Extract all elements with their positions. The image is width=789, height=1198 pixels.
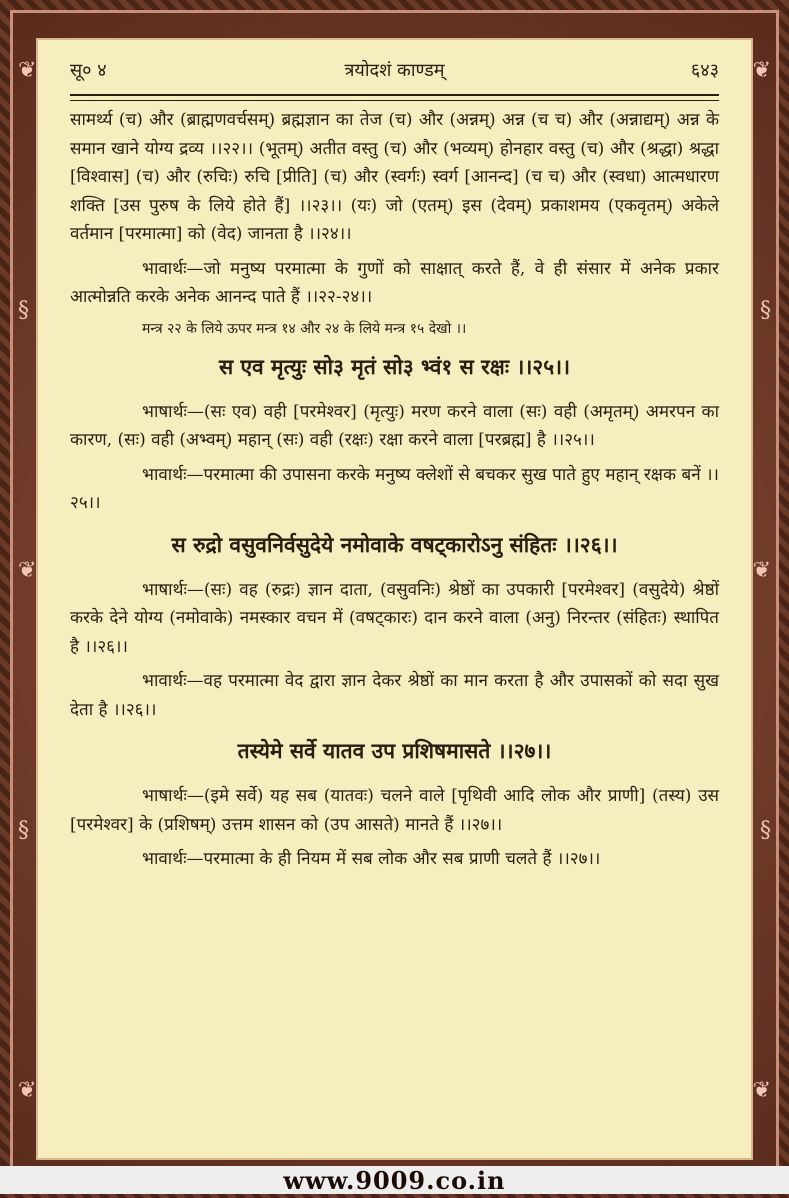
translation-paragraph: सामर्थ्य (च) और (ब्राह्मणवर्चसम्) ब्रह्मज्ञान का तेज (च) और (अन्नम्) अन्न (च च) और (अन्नाद्यम्) अन्न के समान खाने योग्य द्रव्य ।।२२।। (भूतम्) अतीत वस्तु (च) और (भव्यम्) होनहार वस्तु (च) और (श्रद्धा) श्रद्धा [विश्वास] (च) और (रुचिः) रुचि [प्रीति] (च) और (स्वर्गः) स्वर्ग [आनन्द] (च च) और (स्वधा) आत्मधारण शक्ति [उस पुरुष के लिये होते हैं] ।।२३।। (यः) जो (एतम्) इस (देवम्) प्रकाशमय (एकवृतम्) अकेले वर्तमान [परमात्मा] को (वेद) जानता है ।।२४।। [70,110,719,244]
translation-paragraph: भाषार्थः—(सः एव) वही [परमेश्वर] (मृत्युः) मरण करने वाला (सः) वही (अमृतम्) अमरपन का कारण, (सः) वही (अभ्वम्) महान् (सः) वही (रक्षः) रक्षा करने वाला [परब्रह्म] है ।।२५।। [70,401,719,450]
ornament-icon: ❦ [752,1078,771,1103]
translation-paragraph: भाषार्थः—(सः) वह (रुद्रः) ज्ञान दाता, (वसुवनिः) श्रेष्ठों का उपकारी [परमेश्वर] (वसुदेये) श्रेष्ठों करके देने योग्य (नमोवाके) नमस्कार वचन में (वषट्कारः) दान करने वाला (अनु) निरन्तर (संहितः) स्थापित है ।।२६।। [70,579,719,657]
ornament-icon: ❦ [18,558,37,583]
ornament-icon: ❦ [752,58,771,83]
mantra-26: स रुद्रो वसुवनिर्वसुदेये नमोवाके वषट्कारोऽनु संहितः ।।२६।। [171,531,618,557]
mantra-27: तस्येमे सर्वे यातव उप प्रशिषमासते ।।२७।। [237,738,552,763]
meaning-paragraph: भावार्थः—जो मनुष्य परमात्मा के गुणों को साक्षात् करते हैं, वे ही संसार में अनेक प्रकार आत्मोन्नति करके अनेक आनन्द पाते हैं ।।२२-२४।। [70,258,719,307]
ornament-icon: ❦ [752,558,771,583]
ornament-icon: § [18,818,29,843]
ornament-icon: § [760,818,771,843]
translation-paragraph: भाषार्थः—(इमे सर्वे) यह सब (यातवः) चलने वाले [पृथिवी आदि लोक और प्राणी] (तस्य) उस [परमेश्वर] के (प्रशिषम्) उत्तम शासन को (उप आसते) मानते हैं ।।२७।। [70,786,719,835]
page-body [70,106,719,880]
sukta-number: सू० ४ [70,60,107,81]
page-number: ६४३ [690,60,719,81]
ornament-icon: § [18,298,29,323]
ornament-icon: ❦ [18,58,37,83]
meaning-paragraph: भावार्थः—वह परमात्मा वेद द्वारा ज्ञान देकर श्रेष्ठों का मान करता है और उपासकों को सदा सुख देता है ।।२६।। [70,671,719,720]
ornament-icon: § [760,298,771,323]
page-header [70,58,719,88]
ornament-icon: ❦ [18,1078,37,1103]
website-footer: www.9009.co.in [0,1166,789,1194]
meaning-paragraph: भावार्थः—परमात्मा की उपासना करके मनुष्य क्लेशों से बचकर सुख पाते हुए महान् रक्षक बनें ।।२५।। [70,464,719,513]
reference-note: मन्त्र २२ के लिये ऊपर मन्त्र १४ और २४ के लिये मन्त्र १५ देखो ।। [142,320,467,337]
mantra-25: स एव मृत्युः सो३ मृतं सो३ भ्वं१ स रक्षः ।।२५।। [218,353,571,379]
kanda-title: त्रयोदशं काण्डम् [344,60,445,81]
header-rule [70,94,719,101]
meaning-paragraph: भावार्थः—परमात्मा के ही नियम में सब लोक और सब प्राणी चलते हैं ।।२७।। [142,849,601,869]
book-page [36,38,753,1160]
